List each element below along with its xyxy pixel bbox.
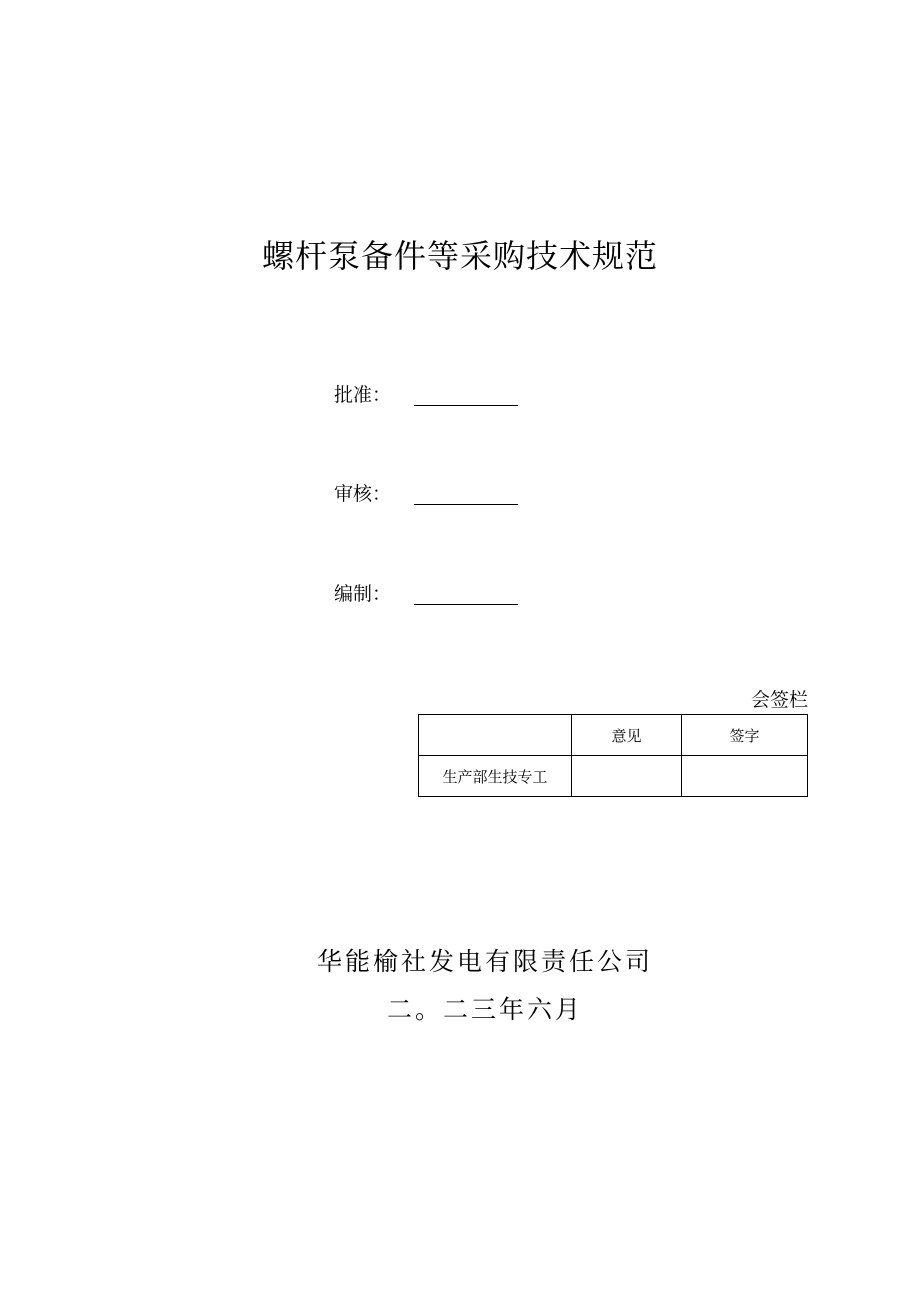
company-name: 华能榆社发电有限责任公司 <box>316 947 653 976</box>
approval-blank-line[interactable] <box>414 383 518 406</box>
table-cell-role: 生产部生技专工 <box>419 756 572 797</box>
table-header-row <box>419 715 808 756</box>
table-header-cell-opinion: 意见 <box>572 715 682 756</box>
compile-field <box>334 579 518 609</box>
approval-label: 批准： <box>334 384 392 406</box>
countersign-table <box>418 714 808 797</box>
approval-field <box>334 380 518 410</box>
compile-blank-line[interactable] <box>414 582 518 605</box>
table-cell-signature[interactable] <box>682 756 808 797</box>
document-date: 二。二三年六月 <box>386 995 583 1024</box>
table-header-cell-signature: 签字 <box>682 715 808 756</box>
compile-label: 编制： <box>334 583 392 605</box>
review-blank-line[interactable] <box>414 482 518 505</box>
document-title: 螺杆泵备件等采购技术规范 <box>261 237 658 275</box>
review-label: 审核： <box>334 483 392 505</box>
review-field <box>334 479 518 509</box>
table-row <box>419 756 808 797</box>
countersign-title: 会签栏 <box>750 689 808 711</box>
table-cell-opinion[interactable] <box>572 756 682 797</box>
table-header-cell-blank <box>419 715 572 756</box>
